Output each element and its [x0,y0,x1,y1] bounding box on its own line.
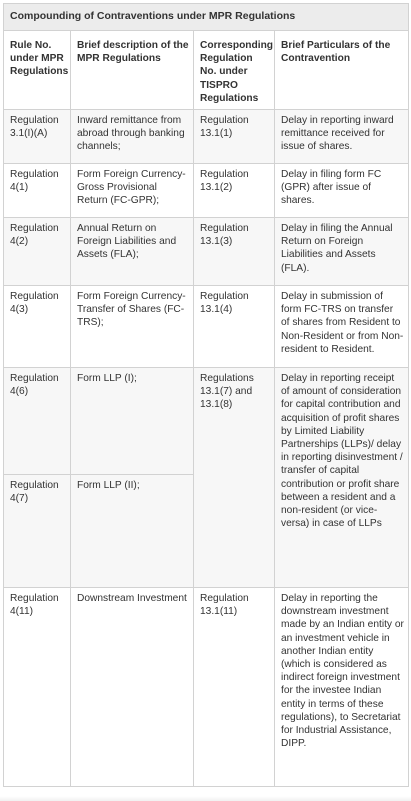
header-description: Brief description of the MPR Regulations [71,31,194,110]
cell-tispro-regulation: Regulation 13.1(1) [194,110,275,164]
header-rule-no: Rule No. under MPR Regulations [4,31,71,110]
table-row [4,110,409,164]
cell-description: Inward remittance from abroad through banking channels; [71,110,194,164]
table-header-row [4,31,409,110]
cell-tispro-regulation: Regulation 13.1(4) [194,286,275,368]
cell-description: Form LLP (II); [71,475,194,588]
table-row [4,368,409,475]
table-row [4,286,409,368]
cell-description: Form Foreign Currency-Transfer of Shares (FC-TRS); [71,286,194,368]
cell-particulars: Delay in filing form FC (GPR) after issue of shares. [275,164,409,218]
cell-tispro-regulation: Regulations 13.1(7) and 13.1(8) [194,368,275,588]
cell-rule-no: Regulation 3.1(I)(A) [4,110,71,164]
cell-description: Annual Return on Foreign Liabilities and Assets (FLA); [71,218,194,286]
cell-rule-no: Regulation 4(1) [4,164,71,218]
header-tispro-regulation: Corresponding Regulation No. under TISPRO Regulations [194,31,275,110]
cell-particulars: Delay in reporting receipt of amount of consideration for capital contribution and acquisition of profit shares by Limited Liability Partnerships (LLPs)/ delay in reporting disinvestment / transfer of capital contribution or profit share between a resident and a non-resident (or vice-versa) in case of LLPs [275,368,409,588]
table-row [4,588,409,787]
cell-tispro-regulation: Regulation 13.1(3) [194,218,275,286]
cell-rule-no: Regulation 4(3) [4,286,71,368]
page-bottom-edge [0,796,411,801]
cell-description: Form Foreign Currency-Gross Provisional Return (FC-GPR); [71,164,194,218]
cell-rule-no: Regulation 4(6) [4,368,71,475]
cell-rule-no: Regulation 4(7) [4,475,71,588]
cell-particulars: Delay in filing the Annual Return on Foreign Liabilities and Assets (FLA). [275,218,409,286]
cell-tispro-regulation: Regulation 13.1(11) [194,588,275,787]
cell-particulars: Delay in submission of form FC-TRS on transfer of shares from Resident to Non-Resident or from Non-resident to Resident. [275,286,409,368]
cell-particulars: Delay in reporting inward remittance received for issue of shares. [275,110,409,164]
table-title-row [4,4,409,31]
cell-particulars: Delay in reporting the downstream investment made by an Indian entity or an investment vehicle in another Indian entity (which is considered as indirect foreign investment for the investee Indian entity in terms of these regulations), to Secretariat for Industrial Assistance, DIPP. [275,588,409,787]
cell-description: Form LLP (I); [71,368,194,475]
cell-description: Downstream Investment [71,588,194,787]
contraventions-table [3,3,409,787]
table-title: Compounding of Contraventions under MPR Regulations [4,4,409,31]
cell-rule-no: Regulation 4(11) [4,588,71,787]
header-particulars: Brief Particulars of the Contravention [275,31,409,110]
table-row [4,164,409,218]
cell-rule-no: Regulation 4(2) [4,218,71,286]
table-row [4,218,409,286]
cell-tispro-regulation: Regulation 13.1(2) [194,164,275,218]
